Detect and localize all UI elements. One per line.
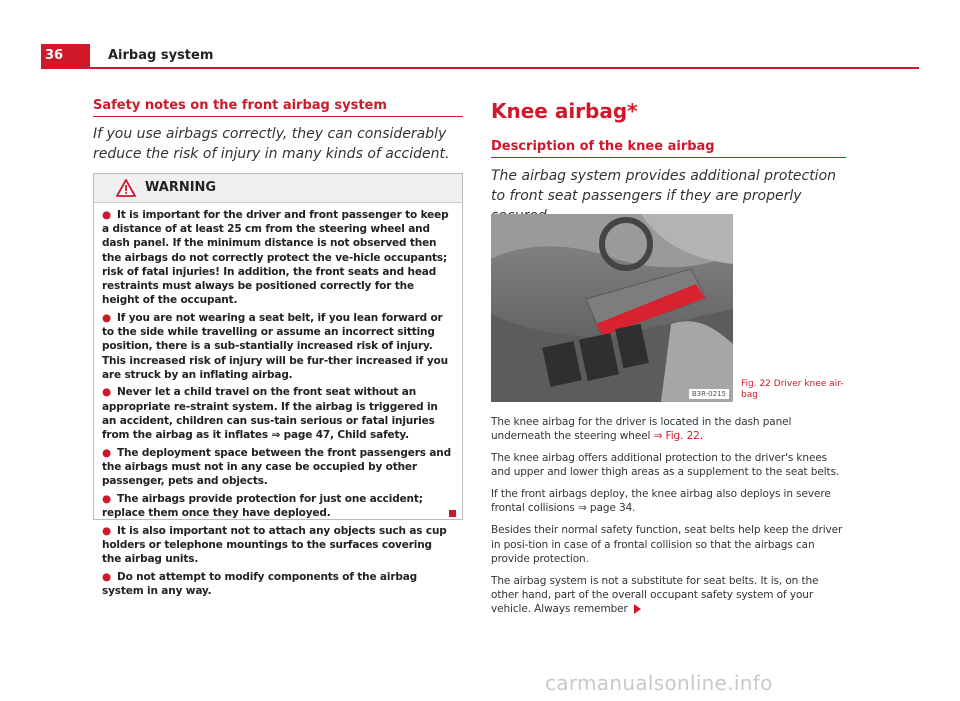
left-intro-text: If you use airbags correctly, they can considerably reduce the risk of injury in many kinds of accident. <box>93 126 450 162</box>
warning-item <box>102 385 454 442</box>
knee-airbag-figure <box>491 214 733 402</box>
warning-item-text: If you are not wearing a seat belt, if you lean forward or to the side while travelling or assume an incorrect sitting position, there is a sub-stantially increased risk of injury. This increased risk of injury will be fur-ther increased if you are struck by an inflating airbag. <box>102 311 448 381</box>
figure-caption: Fig. 22 Driver knee air-bag <box>741 379 844 400</box>
warning-label: WARNING <box>145 180 217 195</box>
bullet-icon: ● <box>102 492 112 505</box>
continue-arrow-icon <box>634 604 641 614</box>
paragraph-text: . <box>699 430 704 443</box>
warning-triangle-icon <box>116 179 136 197</box>
warning-item <box>102 446 454 489</box>
warning-item <box>102 570 454 598</box>
bullet-icon: ● <box>102 524 112 537</box>
warning-list <box>94 203 462 598</box>
warning-item-text: Do not attempt to modify components of the airbag system in any way. <box>102 570 418 598</box>
header-title: Airbag system <box>108 48 214 63</box>
paragraph <box>491 415 846 444</box>
section-end-icon <box>449 510 456 517</box>
knee-airbag-illustration <box>491 214 733 402</box>
bullet-icon: ● <box>102 386 112 399</box>
warning-item <box>102 524 454 567</box>
bullet-icon: ● <box>102 209 112 221</box>
paragraph-text: The airbag system is not a substitute for seat belts. It is, on the other hand, part of the overall occupant safety system of your vehicle. Always remember <box>491 574 819 616</box>
warning-item <box>102 208 454 307</box>
right-section-title: Knee airbag* <box>491 99 638 123</box>
paragraph: Besides their normal safety function, seat belts help keep the driver in posi-tion in case of a frontal collision so that the airbags can provide protection. <box>491 524 843 565</box>
warning-header <box>94 174 462 203</box>
paragraph-text: The knee airbag for the driver is located in the dash panel underneath the steering wheel <box>491 416 792 443</box>
warning-item <box>102 311 454 382</box>
paragraph <box>491 574 846 617</box>
figure-code: B3R-0215 <box>689 389 729 399</box>
figure-reference-link[interactable]: ⇒ Fig. 22 <box>653 430 700 443</box>
bullet-icon: ● <box>102 446 112 459</box>
page-number: 36 <box>41 44 90 68</box>
body-text <box>491 415 846 624</box>
header-rule <box>41 67 919 69</box>
paragraph: If the front airbags deploy, the knee airbag also deploys in severe frontal collisions ⇒ page 34. <box>491 488 831 515</box>
warning-box <box>93 173 463 598</box>
watermark: carmanualsonline.info <box>545 671 773 695</box>
warning-item-text: It is also important not to attach any objects such as cup holders or telephone mountings to the surfaces covering the airbag units. <box>102 524 447 566</box>
warning-item-text: Never let a child travel on the front seat without an appropriate re-straint system. If the airbag is triggered in an accident, children can sus-tain serious or fatal injuries from the airbag as it inflates ⇒ page 47, Child safety. <box>102 386 438 442</box>
warning-item-text: The deployment space between the front passengers and the airbags must not in any case be occupied by other passenger, pets and objects. <box>102 446 451 488</box>
paragraph: The knee airbag offers additional protection to the driver's knees and upper and lower thigh areas as a supplement to the seat belts. <box>491 452 840 479</box>
right-subheading: Description of the knee airbag <box>491 139 846 158</box>
right-intro-text: The airbag system provides additional protection to front seat passengers if they are properly <box>491 168 837 204</box>
warning-item-text: It is important for the driver and front passenger to keep a distance of at least 25 cm from the steering wheel and dash panel. If the minimum distance is not observed then the airbags do not correctly protect the ve-hicle occupants; risk of fatal injuries! In addition, the front seats and head restraints must always be positioned correctly for the height of the occupant. <box>102 209 449 307</box>
bullet-icon: ● <box>102 311 112 324</box>
left-section-heading: Safety notes on the front airbag system <box>93 98 463 117</box>
warning-item-text: The airbags provide protection for just one accident; replace them once they have deployed. <box>102 492 423 520</box>
bullet-icon: ● <box>102 570 112 583</box>
warning-item <box>102 492 454 520</box>
